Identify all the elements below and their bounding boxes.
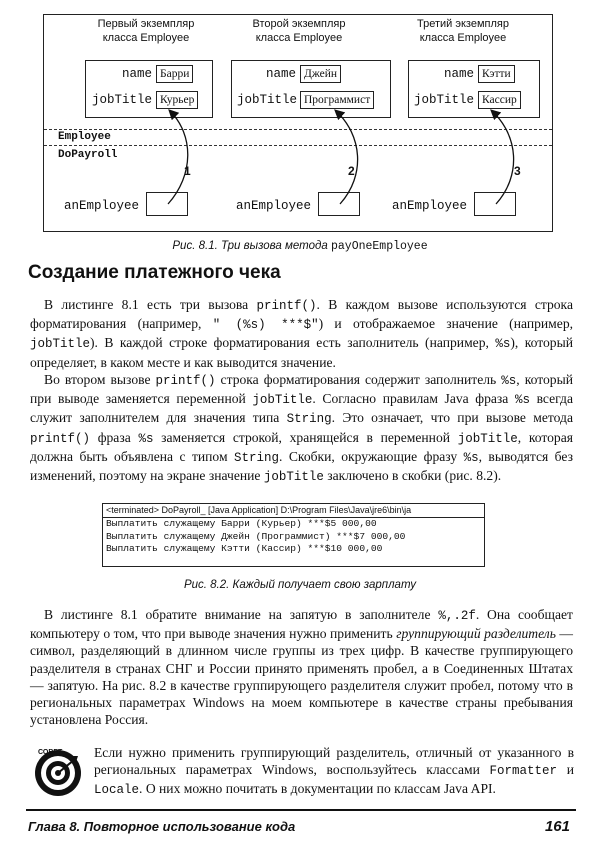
footer-rule [26,809,576,811]
reference-arrows [44,15,554,233]
instance-1-job-label: jobTitle [91,93,152,107]
instance-2-name-value: Джейн [300,65,341,83]
instance-3-job-label: jobTitle [413,93,474,107]
footer-chapter-title: Глава 8. Повторное использование кода [28,819,296,834]
tip-badge-label: СОВЕТ [38,749,63,756]
instance-3-name-label: name [443,67,474,81]
frame-label-dopayroll: DoPayroll [58,149,118,161]
instance-3-title: Третий экземпляр класса Employee [417,18,509,44]
instance-1-title: Первый экземпляр класса Employee [97,18,195,44]
instance-2-job-label: jobTitle [236,93,297,107]
instance-1-job-value: Курьер [156,91,198,109]
paragraph-1: В листинге 8.1 есть три вызова printf(). В каждом вызове используются строка форматирования (например, " (%s) ***$") и отображаемое значение (например, jobTitle). В каждой строке форматирования есть заполнитель (например, %s), который определяет, в каком месте и как выводится значение. [30,297,574,370]
arrow-number-2: 2 [348,164,355,178]
arrow-3 [492,111,514,204]
tip-target-icon [30,742,86,798]
instance-1-name-value: Барри [156,65,193,83]
arrow-2 [336,111,358,204]
frame-label-employee: Employee [58,131,111,143]
paragraph-2: Во втором вызове printf() строка форматирования содержит заполнитель %s, который при выводе заменяется переменной jobTitle. Согласно правилам Java фраза %s всегда служит заполнителем для значения типа String. Это означает, что при вызове метода printf() фраза %s заменяется строкой, хранящейся в переменной jobTitle, которая должна быть объявлена с типом String. Скобки, окружающие фразу %s, выводятся без изменений, поэтому на экране значение jobTitle заключено в скобки (рис. 8.2). [30,372,573,485]
instance-2-title: Второй экземпляр класса Employee [252,18,346,44]
variable-1-label: anEmployee [64,199,140,213]
console-line: Выплатить служащему Джейн (Программист) ***$7 000,00 [106,530,406,542]
section-heading: Создание платежного чека [28,262,281,283]
instance-3-job-value: Кассир [478,91,521,109]
console-header: <terminated> DoPayroll_ [Java Application] D:\Program Files\Java\jre6\bin\ja [103,504,484,518]
page-number: 161 [544,818,570,835]
variable-3-label: anEmployee [392,199,468,213]
console-line: Выплатить служащему Кэтти (Кассир) ***$10 000,00 [106,543,383,554]
paragraph-3: В листинге 8.1 обратите внимание на запятую в заполнителе %,.2f. Она сообщает компьютеру о том, что при выводе значения нужно применить группирующий разделитель — символ, разделяющий в длинном числе группы из трех цифр. В качестве группирующего разделителя в странах СНГ и России принято применять пробел, а в Соединенных Штатах — запятую. На рис. 8.2 в качестве группирующего разделителя служит пробел, потому что в региональных параметрах Windows на моем компьютере в качестве страны пребывания установлена Россия. [30,607,574,728]
figure-8-2-caption: Рис. 8.2. Каждый получает свою зарплату [183,579,417,591]
arrow-number-1: 1 [184,164,191,178]
console-line: Выплатить служащему Барри (Курьер) ***$5 000,00 [106,518,377,529]
instance-3-name-value: Кэтти [478,65,515,83]
tip-text: Если нужно применить группирующий разделитель, отличный от указанного в региональных параметрах Windows, воспользуйтесь классами Formatter и Locale. О них можно почитать в документации по классам Java API. [94,745,574,798]
figure-8-1 [43,14,553,232]
variable-2-label: anEmployee [236,199,312,213]
arrow-number-3: 3 [514,164,521,178]
figure-8-1-caption: Рис. 8.1. Три вызова метода payOneEmployee [172,240,428,253]
console-output [102,503,485,567]
arrow-1 [168,111,188,204]
instance-2-name-label: name [265,67,296,81]
instance-2-job-value: Программист [300,91,374,109]
instance-1-name-label: name [121,67,152,81]
